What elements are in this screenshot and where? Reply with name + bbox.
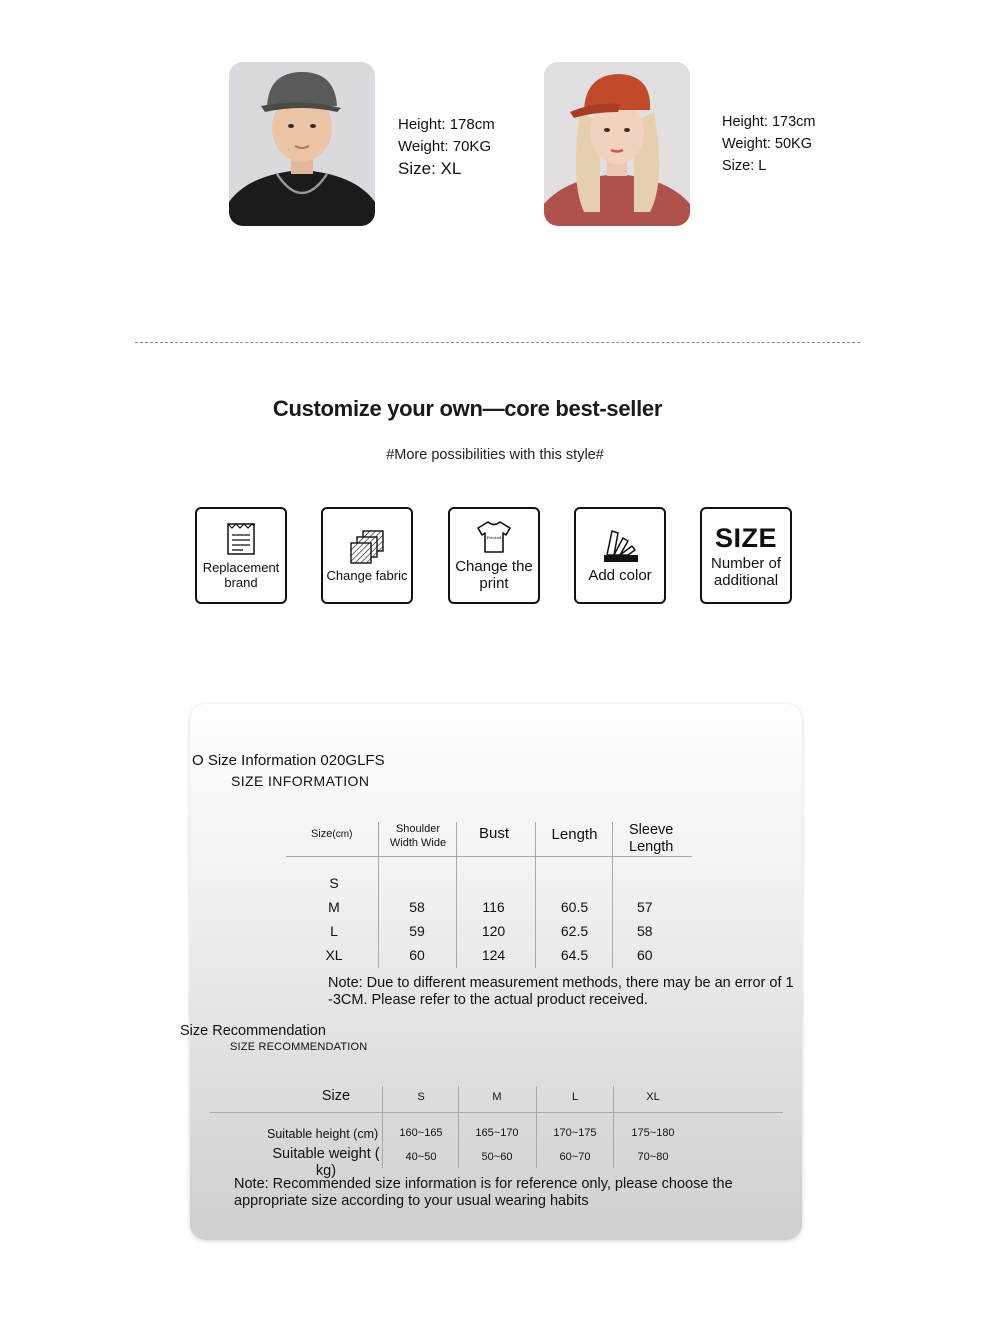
size-rec-subtitle: SIZE RECOMMENDATION [230, 1041, 368, 1053]
model-male-illustration [229, 62, 375, 226]
header-shoulder: Shoulder Width Wide [389, 823, 447, 849]
option-label: Replacement brand [202, 560, 280, 590]
dashed-divider [135, 342, 860, 343]
header-size: Size(cm) [311, 828, 353, 840]
size-rec-note: Note: Recommended size information is for reference only, please choose the appropriate size according to your usual wearing habits [234, 1176, 733, 1209]
model-stats-male [398, 114, 495, 180]
model-photo-female [544, 62, 690, 226]
rec-header-size: Size [321, 1088, 351, 1104]
rec-header-m: M [492, 1091, 502, 1103]
model-weight: Weight: 50KG [722, 136, 813, 152]
customize-title: Customize your own—core best-seller [272, 396, 663, 421]
option-change-print [448, 507, 540, 604]
option-label: Change the print [455, 558, 533, 592]
model-stats-female [722, 111, 816, 177]
size-info-subtitle: SIZE INFORMATION [231, 773, 370, 789]
model-height: Height: 173cm [722, 114, 816, 130]
model-size: Size: L [722, 158, 767, 174]
header-divider [286, 856, 692, 857]
rec-header-l: L [571, 1091, 579, 1103]
tshirt-print-icon [476, 519, 512, 555]
model-height: Height: 178cm [398, 116, 495, 133]
model-weight: Weight: 70KG [398, 138, 492, 155]
fabric-swatch-icon [349, 529, 385, 565]
option-label: Change fabric [326, 567, 408, 583]
header-bust: Bust [478, 825, 509, 842]
model-size: Size: XL [398, 159, 462, 178]
customize-subtitle: #More possibilities with this style# [386, 447, 604, 463]
option-label: Number of additional [710, 554, 782, 589]
option-change-fabric [321, 507, 413, 604]
option-replacement-brand [195, 507, 287, 604]
header-sleeve: Sleeve Length [629, 822, 674, 855]
rec-header-xl: XL [646, 1091, 660, 1103]
svg-text:Printed: Printed [486, 535, 502, 540]
size-info-title: O Size Information 020GLFS [192, 752, 385, 769]
option-label: Add color [588, 566, 652, 584]
rec-header-divider [210, 1112, 783, 1113]
model-female-illustration [544, 62, 690, 226]
size-info-note: Note: Due to different measurement methods, there may be an error of 1 -3CM. Please refer to the actual product received. [328, 975, 794, 1008]
option-add-color [574, 507, 666, 604]
header-length: Length [551, 826, 598, 843]
model-photo-male [229, 62, 375, 226]
brand-label-icon [223, 521, 259, 557]
size-text-icon: SIZE [714, 522, 777, 553]
color-palette-icon [602, 528, 638, 564]
option-number-additional [700, 507, 792, 604]
rec-header-s: S [417, 1091, 425, 1103]
size-rec-title: Size Recommendation [180, 1023, 326, 1039]
